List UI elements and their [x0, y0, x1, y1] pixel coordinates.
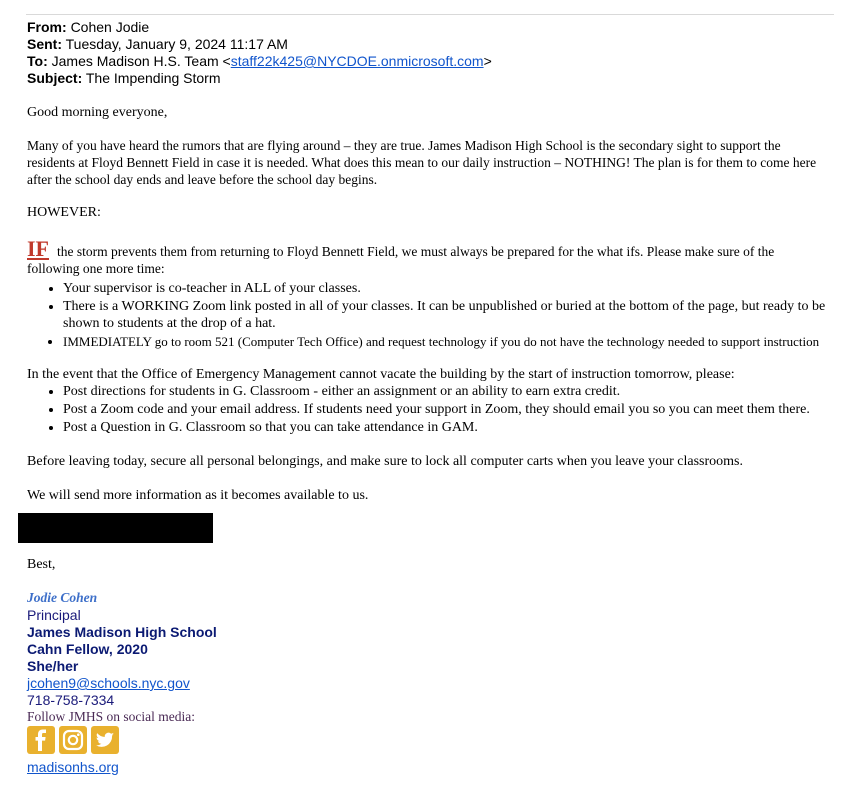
list-item: • Post a Question in G. Classroom so that you can take attendance in GAM.: [63, 419, 853, 436]
however-heading: HOWEVER:: [27, 205, 101, 220]
subject-line: Subject: The Impending Storm: [27, 70, 221, 86]
prepare-list: [27, 280, 853, 351]
signature-email-link[interactable]: jcohen9@schools.nyc.gov: [27, 675, 190, 691]
list-item: • There is a WORKING Zoom link posted in all of your classes. It can be unpublished or buried at the bottom of the page, but ready to be shown to students at the drop of a hat.: [63, 298, 853, 332]
from-value: Cohen Jodie: [70, 19, 150, 35]
to-line: To: James Madison H.S. Team <staff22k425@NYCDOE.onmicrosoft.com>: [27, 53, 492, 69]
closing: Best,: [27, 557, 56, 572]
website-link[interactable]: madisonhs.org: [27, 759, 119, 775]
instagram-icon[interactable]: [59, 726, 87, 754]
facebook-icon[interactable]: [27, 726, 55, 754]
event-list: [27, 383, 853, 437]
redaction-block: [18, 513, 213, 543]
to-email-link[interactable]: staff22k425@NYCDOE.onmicrosoft.com: [230, 53, 484, 69]
signature-title: Principal: [27, 607, 81, 623]
signature-name: Jodie Cohen: [27, 590, 98, 605]
sent-value: Tuesday, January 9, 2024 11:17 AM: [65, 36, 288, 52]
sent-line: Sent: Tuesday, January 9, 2024 11:17 AM: [27, 36, 288, 52]
header-divider: [26, 14, 834, 15]
follow-label: Follow JMHS on social media:: [27, 709, 195, 724]
signature-pronouns: She/her: [27, 658, 79, 674]
list-item: • Your supervisor is co-teacher in ALL of your classes.: [63, 280, 853, 297]
list-item: • Post a Zoom code and your email address. If students need your support in Zoom, they should email you so you can meet them there.: [63, 401, 853, 418]
social-icons: [27, 726, 119, 754]
more-info-paragraph: We will send more information as it becomes available to us.: [27, 488, 369, 503]
list-item: • IMMEDIATELY go to room 521 (Computer Tech Office) and request technology if you do not have the technology needed to support instruction: [63, 333, 853, 350]
subject-value: The Impending Storm: [85, 70, 221, 86]
event-paragraph: In the event that the Office of Emergency Management cannot vacate the building by the start of instruction tomorrow, please:: [27, 367, 735, 382]
signature-fellow: Cahn Fellow, 2020: [27, 641, 148, 657]
signature-phone: 718-758-7334: [27, 692, 115, 708]
list-item: • Post directions for students in G. Classroom - either an assignment or an ability to earn extra credit.: [63, 383, 853, 400]
paragraph-if: IF the storm prevents them from returning to Floyd Bennett Field, we must always be prepared for the what ifs. Please make sure of the following one more time:: [27, 236, 775, 276]
signature-school: James Madison High School: [27, 624, 217, 640]
if-emphasis: IF: [27, 236, 49, 261]
paragraph-rumors: Many of you have heard the rumors that are flying around – they are true. James Madison High School is the secondary sight to support the residents at Floyd Bennett Field in case it is needed. What does this mean to our daily instruction – NOTHING! The plan is for them to come here after the school day ends and leave before the school day begins.: [27, 138, 817, 187]
from-line: From: Cohen Jodie: [27, 19, 150, 35]
twitter-icon[interactable]: [91, 726, 119, 754]
greeting: Good morning everyone,: [27, 105, 168, 120]
before-leaving-paragraph: Before leaving today, secure all personal belongings, and make sure to lock all computer carts when you leave your classrooms.: [27, 454, 743, 469]
